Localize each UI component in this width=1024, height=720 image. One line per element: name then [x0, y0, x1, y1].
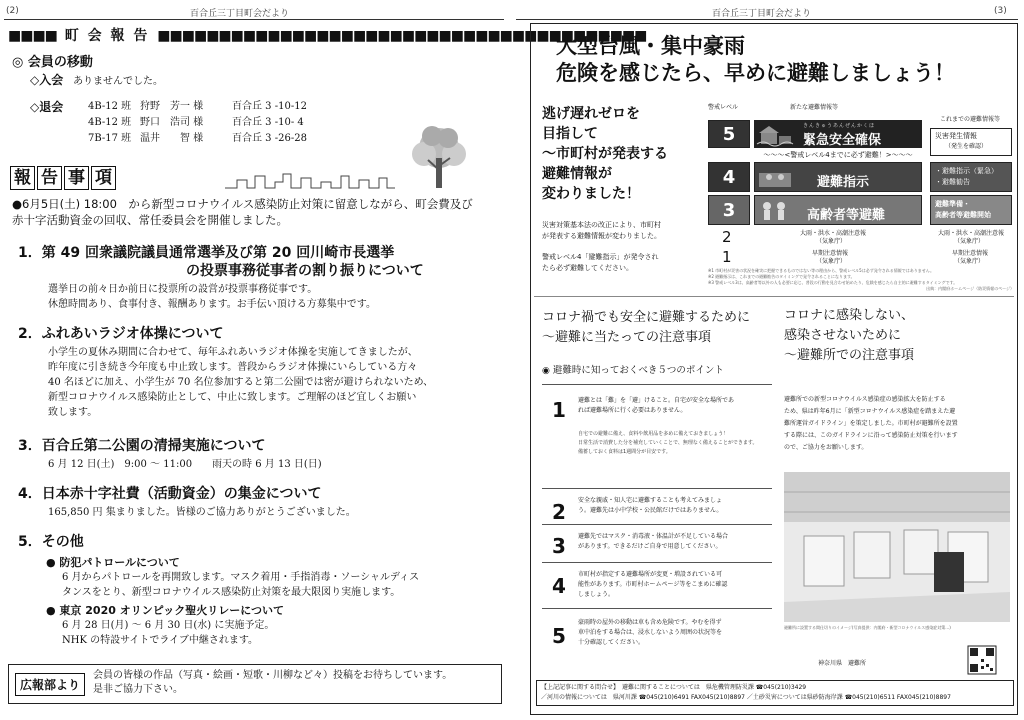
report-title-char: 告	[37, 166, 62, 190]
leave-group: 4B-12 班	[88, 117, 132, 128]
point-2-number: 2	[552, 500, 566, 524]
leave-address: 百合丘 3 -10-12	[232, 101, 307, 112]
contact-text	[541, 683, 951, 703]
point-note-line: 自宅での避難に備え、食料や飲用品を多めに備えておきましょう！	[578, 431, 729, 437]
point-text-line: 能性があります。市町村ホームページ等をこまめに確認	[578, 581, 728, 588]
level-2-number: 2	[722, 228, 732, 246]
flood-house-icon	[757, 124, 793, 146]
headline-2: 危険を感じたら、早めに避難しましょう！	[556, 61, 955, 85]
item-4-title: 4．日本赤十字社費（活動資金）の集金について	[18, 486, 322, 502]
level-3-info	[754, 195, 922, 225]
item-4-body: 165,850 円 集まりました。皆様のご協力ありがとうございました。	[48, 507, 356, 518]
infection-text-line: 難所運営ガイドライン」を策定しました。市町村が避難所を設置	[784, 420, 958, 427]
sub-heading-line: ～市町村が発表する	[542, 146, 668, 162]
infection-text-line: 避難所での新型コロナウイルス感染症の感染拡大を防止する	[784, 396, 946, 403]
col-new-label: 新たな避難情報等	[790, 104, 839, 111]
old-level-5	[930, 128, 1012, 156]
report-title	[10, 166, 116, 190]
col-old-label: これまでの避難情報等	[940, 116, 1001, 123]
level-5-ruby: きんきゅうあんぜんかくほ	[803, 123, 876, 129]
body-line: 選挙日の前々日か前日に投票所の設営が投票事務従事です。	[48, 284, 318, 295]
point-3-number: 3	[552, 534, 566, 558]
item-5-sub-1-body	[62, 570, 419, 600]
join-text: ありませんでした。	[73, 76, 164, 87]
point-divider	[542, 608, 772, 609]
level-5-number: 5	[722, 124, 736, 145]
elderly-icon	[757, 200, 793, 222]
body-line: 昨年度に引き続き今年度も中止致します。普段からラジオ体操にいらしている方々	[48, 362, 418, 373]
point-text-line: しましょう。	[578, 591, 615, 598]
old-5-line: （発生を確認）	[945, 143, 988, 150]
header-rule	[4, 19, 504, 20]
level-4-banner: ～～～<警戒レベル4までに必ず避難！>～～～	[763, 151, 913, 159]
footnote: 出典：内閣府ホームページ（防災情報のページ）	[926, 286, 1014, 291]
banner-left-squares: ■■■■	[8, 28, 57, 44]
old-level-3	[930, 195, 1012, 225]
join-label: ◇入会	[30, 73, 64, 87]
points-heading	[542, 362, 724, 376]
leave-group: 7B-17 班	[88, 133, 132, 144]
corona-title-line: ～避難に当たっての注意事項	[542, 330, 712, 345]
leave-address: 百合丘 3 -10- 4	[232, 117, 304, 128]
level-2-source: （気象庁）	[816, 238, 847, 245]
old-5-line: 災害発生情報	[935, 132, 977, 140]
item-3-body: 6 月 12 日(土) 9:00 ～ 11:00 雨天の時 6 月 13 日(日)	[48, 459, 322, 470]
point-text-line: があります。できるだけご自身で用意してください。	[578, 543, 722, 550]
body-line: 6 月 28 日(月) ～ 6 月 30 日(水) に実施予定。	[62, 620, 275, 631]
body-line: タンスをとり、新型コロナウイルス感染防止対策を最大限図り実施します。	[62, 587, 401, 598]
level-3-number: 3	[722, 200, 736, 221]
point-1-number: 1	[552, 398, 566, 422]
point-3-text	[578, 532, 728, 552]
banner-title: 町 会 報 告	[64, 28, 150, 44]
old-2-source: （気象庁）	[954, 238, 985, 245]
newsletter-title-left: 百合丘三丁目町会だより	[190, 9, 290, 19]
sub-heading	[542, 104, 668, 204]
level4-text	[542, 252, 658, 274]
infection-title-line: コロナに感染しない、	[784, 308, 915, 323]
leave-name: 温井 智 様	[140, 133, 204, 144]
target-icon: ◉	[542, 366, 550, 376]
pr-label: 広報部より	[15, 673, 85, 696]
page-number-right: (3)	[994, 6, 1007, 16]
point-text-line: 豪雨時の屋外の移動は車も含め危険です。やむを得ず	[578, 619, 722, 626]
body-line: NHK の特設サイトでライブ中継されます。	[62, 635, 259, 646]
skyline-decoration	[225, 168, 395, 190]
points-rule	[542, 384, 772, 385]
infection-title-line: ～避難所での注意事項	[784, 348, 915, 363]
point-text-line: う。避難先は小中学校・公民館だけではありません。	[578, 507, 723, 514]
corona-title-line: コロナ禍でも安全に避難するために	[542, 310, 751, 325]
body-line: 休憩時間あり、食事付き、報酬あります。お手伝い頂ける方募集中です。	[48, 299, 376, 310]
corona-title	[542, 308, 750, 348]
sub-heading-line: 変わりました！	[542, 186, 640, 202]
item-3-title: 3．百合丘第二公園の清掃実施について	[18, 438, 266, 454]
leave-name: 野口 浩司 様	[140, 117, 204, 128]
level-5-box	[708, 120, 750, 148]
infection-title-line: 感染させないために	[784, 328, 902, 343]
point-text-line: 避難とは「難」を「避」けること。自宅が安全な場所であ	[578, 397, 735, 404]
item-1-title-2: の投票事務従事者の割り振りについて	[186, 263, 424, 279]
point-note-line: 備蓄しておく食料は1週間分が目安です。	[578, 449, 671, 455]
evacuation-icon	[757, 167, 793, 189]
meeting-intro: ●6月5日(土) 18:00 から新型コロナウイルス感染防止対策に留意しながら、町会費及び赤十字活動資金の回収、常任委員会を開催しました。	[12, 197, 473, 227]
contact-box	[536, 680, 1014, 706]
leave-label: ◇退会	[30, 100, 64, 114]
leave-name: 狩野 芳一 様	[140, 101, 204, 112]
leave-list	[88, 99, 307, 147]
leave-group: 4B-12 班	[88, 101, 132, 112]
level-5-info	[754, 120, 922, 148]
report-title-char: 項	[91, 166, 116, 190]
old-2-label: 大雨・洪水・高潮注意報	[938, 230, 1005, 237]
item-1-title: 1．第 49 回衆議院議員通常選挙及び第 20 回川崎市長選挙	[18, 245, 395, 261]
contact-line: 【上記記事に関する問合せ】 避難に関することについては 県危機管理防災課 ☎045(210)3429	[541, 684, 807, 691]
old-1-source: （気象庁）	[954, 258, 985, 265]
level-3-label: 高齢者等避難	[807, 208, 886, 223]
infection-text	[784, 394, 1012, 454]
sub-heading-line: 目指して	[542, 126, 598, 142]
level4-text-line: 警戒レベル4「避難指示」が発令され	[542, 253, 659, 261]
law-text	[542, 220, 661, 242]
law-text-line: が発表する避難情報が変わりました。	[542, 232, 661, 240]
point-text-line: 車中泊をする場合は、浸水しないよう周囲の状況等を	[578, 629, 723, 636]
point-text-line: 避難先ではマスク・消毒液・体温計が不足している場合	[578, 533, 729, 540]
old-3-line: 避難準備・	[935, 200, 970, 208]
prefecture-label: 神奈川県 避難所	[818, 660, 867, 667]
sub-heading-line: 避難情報が	[542, 166, 612, 182]
level-1-label: 早期注意情報	[812, 250, 849, 257]
item-1-body	[48, 282, 376, 312]
old-level-4	[930, 162, 1012, 192]
level-2-label: 大雨・洪水・高潮注意報	[800, 230, 867, 237]
tree-illustration	[402, 122, 476, 192]
body-line: 6 月からパトロールを再開致します。マスク着用・手指消毒・ソーシャルディス	[62, 572, 420, 583]
point-text-line: 市町村が指定する避難場所が変更・増設されている可	[578, 571, 723, 578]
item-2-body	[48, 345, 488, 420]
col-level-label: 警戒レベル	[708, 104, 739, 111]
pr-text-line: 会員の皆様の作品（写真・絵画・短歌・川柳など々）投稿をお待ちしています。	[93, 670, 453, 681]
leave-row	[88, 131, 307, 147]
item-5-sub-2-title: ● 東京 2020 オリンピック聖火リレーについて	[46, 604, 285, 617]
point-divider	[542, 524, 772, 525]
level-5-label: 緊急安全確保	[803, 133, 882, 148]
infection-text-line: する際には、このガイドラインに沿って感染防止対策を行います	[784, 432, 958, 439]
report-title-char: 報	[10, 166, 35, 190]
level4-text-line: たら必ず避難してください。	[542, 264, 633, 272]
shelter-photo	[784, 472, 1010, 622]
item-2-title: 2．ふれあいラジオ体操について	[18, 326, 224, 342]
join-row	[30, 71, 163, 88]
level-1-number: 1	[722, 248, 732, 266]
point-divider	[542, 488, 772, 489]
infection-title	[784, 306, 914, 366]
leave-row	[88, 115, 307, 131]
sub-heading-line: 逃げ遅れゼロを	[542, 106, 640, 122]
footnote: ※1 市町村が災害の状況を確実に把握できるものではない等の理由から、警戒レベル5は必ず発令される情報ではありません。	[708, 268, 934, 273]
level-4-box	[708, 162, 750, 192]
point-5-number: 5	[552, 624, 566, 648]
banner-row	[8, 27, 647, 45]
point-text-line: 十分確認してください。	[578, 639, 645, 646]
old-1-label: 早期注意情報	[952, 250, 989, 257]
law-text-line: 災害対策基本法の改正により、市町村	[542, 221, 661, 229]
infection-text-line: ため、県は昨年6月に「新型コロナウイルス感染症を踏まえた避	[784, 408, 956, 415]
body-line: 40 名ほどに加え、小学生が 70 名位参加すると第二公園では密が避けられないため、	[48, 377, 434, 388]
qr-code	[968, 646, 996, 674]
photo-caption: 避難所に設置する間仕切りのイメージ(写真提供：内閣府・新型コロナウイルス感染症対策…)	[784, 625, 951, 630]
footnote: ※3 警戒レベル3は、高齢者等以外の人も必要に応じ、普段の行動を見合わせ始めたり、危険を感じたら自主的に避難するタイミングです。	[708, 280, 958, 285]
body-line: 新型コロナウイルス感染防止として、中止に致します。ご理解のほど宜しくお願い	[48, 392, 417, 403]
leave-address: 百合丘 3 -26-28	[232, 133, 307, 144]
level-1-source: （気象庁）	[816, 258, 847, 265]
newsletter-title-right: 百合丘三丁目町会だより	[712, 9, 812, 19]
point-text-line: れば避難場所に行く必要はありません。	[578, 407, 687, 414]
pr-box	[8, 664, 502, 704]
report-title-char: 事	[64, 166, 89, 190]
point-5-text	[578, 618, 722, 648]
contact-line: ／河川の情報については 県河川課 ☎045(210)6491 FAX045(210)8897 ／土砂災害については県砂防海岸課 ☎045(210)6511 FAX045(210)8897	[541, 694, 951, 701]
body-line: 致します。	[48, 407, 98, 418]
footnote: ※2 避難指示は、これまでの避難勧告のタイミングで発令されることになります。	[708, 274, 855, 279]
points-heading-text: 避難時に知っておくべき５つのポイント	[552, 365, 724, 376]
old-3-line: 高齢者等避難開始	[935, 211, 991, 219]
chart-footnotes	[708, 268, 1014, 292]
alert-level-chart	[708, 104, 1014, 304]
section-divider	[534, 296, 1014, 297]
point-divider	[542, 562, 772, 563]
item-5-sub-2-body	[62, 618, 274, 648]
right-page	[512, 0, 1024, 720]
old-4-line: ・避難指示（緊急）	[935, 167, 998, 175]
pr-text-line: 是非ご協力下さい。	[93, 684, 183, 695]
level-4-number: 4	[722, 167, 736, 188]
point-2-text	[578, 496, 722, 516]
point-4-number: 4	[552, 574, 566, 598]
old-4-line: ・避難勧告	[935, 178, 970, 186]
level-3-box	[708, 195, 750, 225]
point-text-line: 安全な親戚・知人宅に避難することも考えてみましょ	[578, 497, 723, 504]
point-note-line: 日常生活で消費した分を補充していくことで、無理なく備えることができます。	[578, 440, 758, 446]
infection-text-line: ので、ご協力をお願いします。	[784, 444, 868, 451]
banner-right-squares: ■■■■■■■■■■■■■■■■■■■■■■■■■■■■■■■■■■■■■■■■	[157, 28, 647, 44]
point-1-note	[578, 430, 758, 457]
headline-1: 大型台風・集中豪雨	[556, 34, 745, 58]
point-4-text	[578, 570, 727, 600]
level-4-label: 避難指示	[817, 175, 870, 190]
header-rule	[516, 19, 1018, 20]
item-5-title: 5．その他	[18, 534, 84, 550]
level-4-info	[754, 162, 922, 192]
movement-heading: ◎ 会員の移動	[12, 55, 93, 70]
pr-text	[93, 669, 452, 697]
page-number-left: (2)	[6, 6, 19, 16]
leave-row	[88, 99, 307, 115]
point-1-text	[578, 396, 734, 416]
item-5-sub-1-title: ● 防犯パトロールについて	[46, 556, 180, 569]
body-line: 小学生の夏休み期間に合わせて、毎年ふれあいラジオ体操を実施してきましたが、	[48, 347, 418, 358]
